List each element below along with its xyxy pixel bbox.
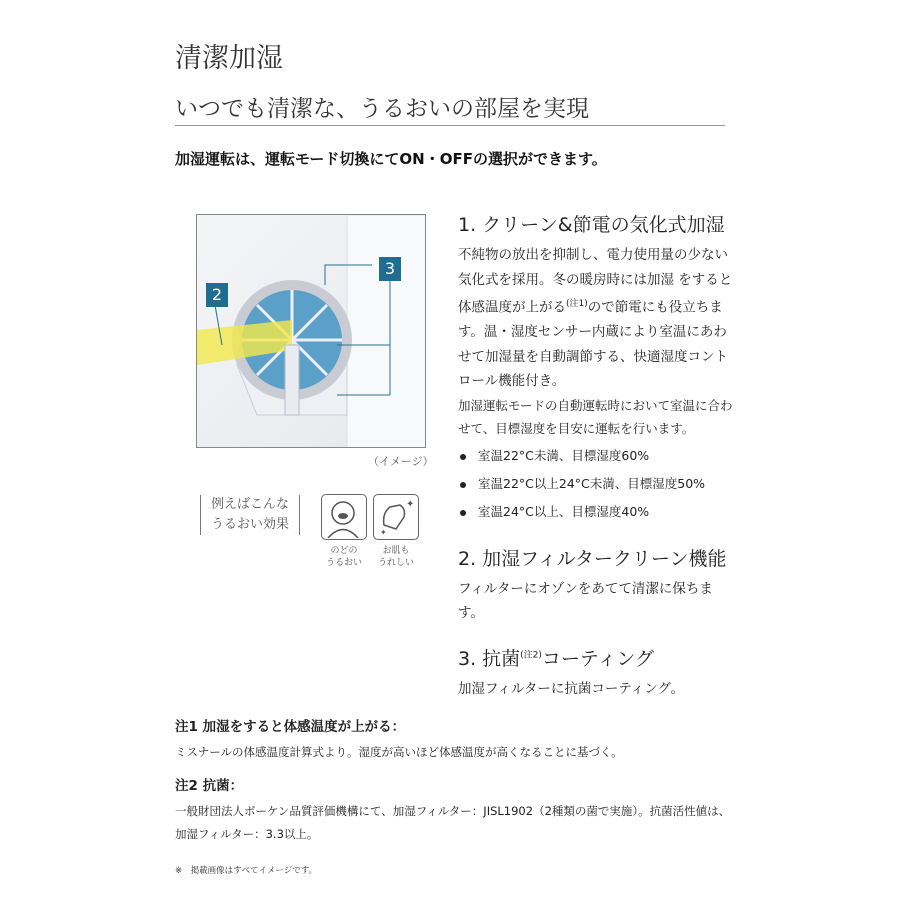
- product-image: [196, 214, 426, 448]
- icon-label-skin: お肌も うれしい: [377, 546, 414, 568]
- note-body-1: ミスナールの体感温度計算式より。湿度が高いほど体感温度が高くなることに基づく。: [175, 745, 623, 759]
- notes: [175, 715, 735, 856]
- svg-text:✦: ✦: [380, 528, 387, 537]
- svg-text:✦: ✦: [406, 499, 415, 510]
- effect-label-line: うるおい効果: [211, 517, 290, 532]
- throat-icon: [321, 494, 367, 540]
- effect-label: [200, 495, 300, 535]
- humidity-list: [458, 442, 733, 526]
- section-body-3: 加湿フィルターに抗菌コーティング。: [458, 680, 684, 697]
- page-subtitle: いつでも清潔な、うるおいの部屋を実現: [175, 96, 589, 122]
- image-caption: （イメージ）: [368, 455, 434, 468]
- callout-badge-3: 3: [379, 257, 401, 281]
- page-title: 清潔加湿: [175, 43, 283, 74]
- footnote: ※ 掲載画像はすべてイメージです。: [175, 866, 318, 876]
- list-item: 室温22°C以上24°C未満、目標湿度50%: [458, 470, 733, 498]
- divider: [175, 125, 725, 126]
- section-heading-1: 1. クリーン&節電の気化式加湿: [458, 214, 725, 236]
- note-heading-1: 注1 加湿をすると体感温度が上がる：: [175, 719, 406, 735]
- list-item: 室温22°C未満、目標湿度60%: [458, 442, 733, 470]
- icon-label-throat: のどの うるおい: [325, 546, 362, 568]
- note-heading-2: 注2 抗菌：: [175, 778, 244, 794]
- note-body-2: 一般財団法人ボーケン品質評価機構にて、加湿フィルター：JISL1902（2種類の菌で実施）。抗菌活性値は、加湿フィルター：3.3以上。: [175, 804, 731, 841]
- section-body-1-detail: 加湿運転モードの自動運転時において室温に合わせて、目標湿度を目安に運転を行います。: [458, 397, 733, 436]
- section-heading-3: 3. 抗菌$^{(注2)}$コーティング: [458, 647, 655, 670]
- section-heading-2: 2. 加湿フィルタークリーン機能: [458, 547, 727, 570]
- list-item: 室温24°C以上、目標湿度40%: [458, 498, 733, 526]
- section-body-2: フィルターにオゾンをあてて清潔に保ちます。: [458, 580, 713, 621]
- section-body-1: 不純物の放出を抑制し、電力使用量の少ない気化式を採用。冬の暖房時には加湿 をすると体感温度が上がる$^{(注1)}$ので節電にも役立ちます。温・湿度センサー内蔵により室温にあわせて加湿量を自動調節する、快適湿度コントロール機能付き。: [458, 247, 733, 389]
- skin-icon: [373, 494, 419, 540]
- feature-column: [458, 210, 733, 701]
- filter-illustration: [197, 215, 426, 448]
- effect-label-line: 例えばこんな: [211, 497, 290, 512]
- lead-text: 加湿運転は、運転モード切換にてON・OFFの選択ができます。: [175, 150, 607, 168]
- callout-badge-2: 2: [206, 283, 228, 307]
